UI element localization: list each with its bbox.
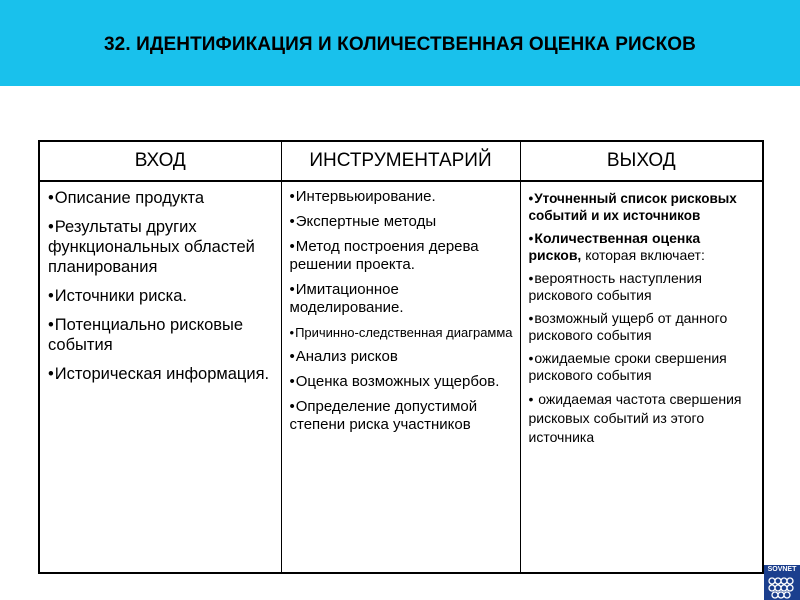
list-item: •Оценка возможных ущербов. <box>289 373 500 390</box>
list-item: •Имитационное моделирование. <box>289 281 404 316</box>
bullet-icon: • <box>289 213 295 230</box>
list-item: •Потенциально рисковые события <box>48 316 244 354</box>
bullet-icon: • <box>528 350 534 366</box>
list-item: •ожидаемые сроки свершения рискового события <box>528 350 727 383</box>
bullet-icon: • <box>289 281 295 298</box>
bullet-icon: • <box>289 238 295 255</box>
header-tools: ИНСТРУМЕНТАРИЙ <box>281 141 520 181</box>
list-item: •возможный ущерб от данного рискового события <box>528 310 728 343</box>
list-item: •Историческая информация. <box>48 365 270 383</box>
header-input: ВХОД <box>39 141 281 181</box>
logo-text: SOVNET <box>767 566 797 573</box>
list-item: •Интервьюирование. <box>289 188 436 205</box>
page-title: 32. ИДЕНТИФИКАЦИЯ И КОЛИЧЕСТВЕННАЯ ОЦЕНКА РИСКОВ <box>104 34 696 55</box>
list-item: •Результаты других функциональных областей планирования <box>48 218 255 276</box>
bullet-icon: • <box>289 398 295 415</box>
title-bar <box>0 0 800 86</box>
bullet-icon: • <box>48 287 54 305</box>
bullet-icon: • <box>528 191 534 206</box>
list-item: •вероятность наступления рискового события <box>528 270 702 303</box>
bullet-icon: • <box>48 189 54 207</box>
list-item: •Источники риска. <box>48 287 188 305</box>
tools-list <box>282 188 520 434</box>
input-list <box>40 188 281 384</box>
list-item: •Количественная оценка рисков, которая включает: <box>528 230 705 263</box>
header-output: ВЫХОД <box>520 141 763 181</box>
risk-table <box>38 140 764 574</box>
list-item: •Уточненный список рисковых событий и их источников <box>528 191 737 223</box>
bullet-icon: • <box>48 316 54 334</box>
bullet-icon: • <box>289 325 295 340</box>
bullet-icon: • <box>528 230 534 246</box>
list-item: • ожидаемая частота свершения рисковых событий из этого источника <box>528 391 742 445</box>
list-item: •Определение допустимой степени риска участников <box>289 398 478 433</box>
bullet-icon: • <box>528 310 534 326</box>
output-list <box>521 190 763 447</box>
tools-cell <box>281 181 520 573</box>
bullet-icon: • <box>528 391 534 407</box>
input-cell <box>39 181 281 573</box>
list-item: •Анализ рисков <box>289 348 398 365</box>
chain-logo-icon <box>764 565 800 600</box>
table-header-row <box>39 141 763 181</box>
list-item: •Экспертные методы <box>289 213 437 230</box>
bullet-icon: • <box>48 365 54 383</box>
bullet-icon: • <box>48 218 54 236</box>
output-cell <box>520 181 763 573</box>
bullet-icon: • <box>289 188 295 205</box>
list-item: •Описание продукта <box>48 189 205 207</box>
bullet-icon: • <box>528 270 534 286</box>
table-row <box>39 181 763 573</box>
sovnet-logo <box>764 565 800 600</box>
bullet-icon: • <box>289 348 295 365</box>
list-item: •Причинно-следственная диаграмма <box>289 325 513 340</box>
list-item: •Метод построения дерева решении проекта. <box>289 238 479 273</box>
bullet-icon: • <box>289 373 295 390</box>
